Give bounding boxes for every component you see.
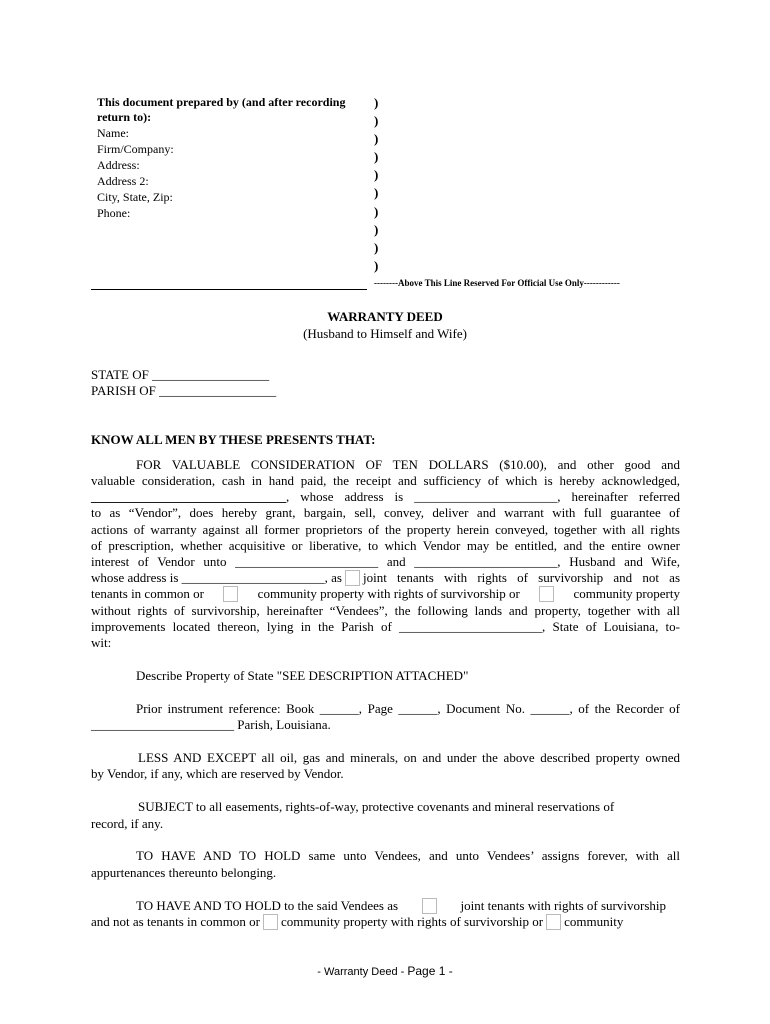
have-hold2-line2 [91,914,623,930]
para1-line6: of prescription, whether acquisitive or liberative, to which Vendor may be entitled, and the entire owner [91,538,680,553]
subject-line2: record, if any. [91,816,164,831]
less-except-line2: by Vendor, if any, which are reserved by Vendor. [91,766,344,781]
field-phone-label: Phone: [97,206,131,220]
have-hold1-line2: appurtenances thereunto belonging. [91,865,277,880]
prepared-by-line1: This document prepared by (and after recording [97,95,346,109]
para1-line11: improvements located thereon, lying in the Parish of ______________________, State of Louisiana, to- [91,619,680,634]
have-hold2-line2-b: community property with rights of survivorship or [280,914,544,929]
prepared-by-line2: return to): [97,110,152,124]
para1-line8-a: whose address is ______________________, as [91,570,342,585]
have-hold2-line2-a: and not as tenants in common or [91,914,260,929]
know-all-heading: KNOW ALL MEN BY THESE PRESENTS THAT: [91,432,376,447]
have-hold1-line1: TO HAVE AND TO HOLD same unto Vendees, and unto Vendees’ assigns forever, with all [136,848,680,863]
joint-tenants-checkbox[interactable] [345,570,360,586]
para1-line9-b: community property with rights of survivorship or [257,586,520,601]
recording-rule [91,289,367,290]
paren-column [374,94,378,275]
have-hold2-line1-a: TO HAVE AND TO HOLD to the said Vendees as [136,898,399,913]
community-without-survivorship-checkbox-2[interactable] [546,914,561,930]
para1-line2: valuable consideration, cash in hand paid, the receipt and sufficiency of which is hereby acknowledged, [91,473,680,488]
paren: ) [374,221,379,237]
have-hold2-line2-c: community [564,914,624,929]
paren: ) [374,203,379,219]
para1-line5: actions of warranty against all former proprietors of the property herein conveyed, together with all rights [91,522,680,537]
reserved-notice: --------Above This Line Reserved For Official Use Only------------ [374,278,620,288]
para1-line4: to as “Vendor”, does hereby grant, bargain, sell, convey, deliver and warrant with full guarantee of [91,505,680,520]
have-hold2-line1 [136,898,666,914]
paren: ) [374,185,379,201]
less-except-line1: LESS AND EXCEPT all oil, gas and minerals, on and under the above described property owned [138,750,680,765]
paren: ) [374,239,379,255]
field-name-label: Name: [97,126,129,140]
paren: ) [374,131,379,147]
paren: ) [374,167,379,183]
subject-line1: SUBJECT to all easements, rights-of-way, protective covenants and mineral reservations of [138,799,615,814]
para1-line9 [91,586,680,602]
field-address-label: Address: [97,158,140,172]
document-title: WARRANTY DEED [327,309,443,324]
para1-line8 [91,570,680,586]
para1-line3-rest: , whose address is ______________________, hereinafter referred [286,489,680,504]
para1-line7: interest of Vendor unto ______________________ and ______________________, Husband and Wife, [91,554,680,569]
para1-line10: without rights of survivorship, hereinafter “Vendees”, the following lands and property, together with all [91,603,680,618]
paren: ) [374,149,379,165]
prior-line1: Prior instrument reference: Book ______, Page ______, Document No. ______, of the Recorder of [136,701,680,716]
community-with-survivorship-checkbox-2[interactable] [263,914,278,930]
paren: ) [374,257,379,273]
state-line: STATE OF __________________ [91,367,270,382]
page-footer [0,964,770,978]
vendor-name-blank: ______________________________ [91,489,286,504]
prepared-by-block [97,95,367,221]
footer-title: - Warranty Deed - [317,966,408,978]
parish-line: PARISH OF __________________ [91,383,277,398]
prior-line2: ______________________ Parish, Louisiana. [91,717,331,732]
paren: ) [374,95,379,110]
joint-tenants-checkbox-2[interactable] [422,898,437,914]
describe-property: Describe Property of State "SEE DESCRIPTION ATTACHED" [136,668,469,683]
para1-line12: wit: [91,635,112,650]
field-address2-label: Address 2: [97,174,149,188]
community-without-survivorship-checkbox[interactable] [539,586,554,602]
para1-line9-a: tenants in common or [91,586,205,601]
community-with-survivorship-checkbox[interactable] [223,586,238,602]
field-firm-label: Firm/Company: [97,142,174,156]
field-city-label: City, State, Zip: [97,190,173,204]
para1-line3 [91,489,680,505]
para1-line8-b: joint tenants with rights of survivorship and not as [362,570,680,585]
para1-line1: FOR VALUABLE CONSIDERATION OF TEN DOLLARS ($10.00), and other good and [136,457,680,472]
document-subtitle: (Husband to Himself and Wife) [303,326,467,341]
paren: ) [374,113,379,129]
para1-line9-c: community property [573,586,680,601]
page-number: Page 1 - [407,964,453,978]
have-hold2-line1-b: joint tenants with rights of survivorship [460,898,666,913]
